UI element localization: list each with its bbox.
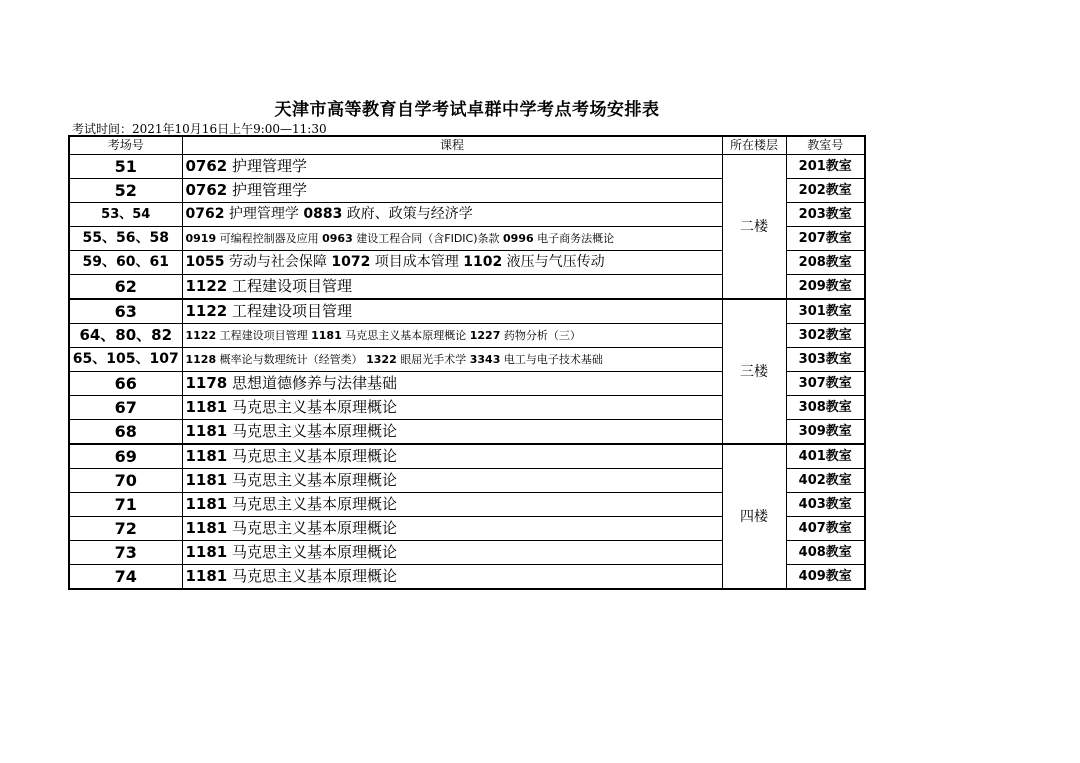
header-floor: 所在楼层 (722, 136, 786, 155)
room-number: 71 (69, 493, 182, 517)
course-code: 1227 (469, 329, 501, 342)
classroom-number: 201教室 (786, 155, 865, 179)
course-cell (182, 203, 722, 227)
course-cell (182, 348, 722, 372)
course-cell (182, 420, 722, 445)
room-number: 51 (69, 155, 182, 179)
course-name: 马克思主义基本原理概论 (232, 422, 398, 440)
room-number: 53、54 (69, 203, 182, 227)
course-cell (182, 179, 722, 203)
course-name: 项目成本管理 (374, 254, 459, 270)
page-title: 天津市高等教育自学考试卓群中学考点考场安排表 (274, 100, 660, 120)
course-code: 1128 (185, 353, 217, 366)
classroom-number: 307教室 (786, 372, 865, 396)
course-code: 1122 (185, 329, 217, 342)
classroom-number: 308教室 (786, 396, 865, 420)
table-row (69, 444, 865, 469)
course-code: 1181 (185, 543, 228, 561)
classroom-number: 402教室 (786, 469, 865, 493)
course-cell (182, 396, 722, 420)
course-cell (182, 565, 722, 590)
classroom-number: 301教室 (786, 299, 865, 324)
classroom-number: 208教室 (786, 251, 865, 275)
header-room-no: 考场号 (69, 136, 182, 155)
classroom-number: 407教室 (786, 517, 865, 541)
course-code: 1102 (463, 254, 503, 270)
course-cell (182, 275, 722, 300)
exam-time: 考试时间：2021年10月16日上午9:00—11:30 (72, 122, 327, 136)
course-name: 眼屈光手术学 (400, 353, 467, 366)
course-code: 0996 (503, 232, 534, 245)
course-code: 1122 (185, 302, 228, 320)
classroom-number: 309教室 (786, 420, 865, 445)
room-number: 59、60、61 (69, 251, 182, 275)
classroom-number: 302教室 (786, 324, 865, 348)
room-number: 69 (69, 444, 182, 469)
course-code: 0963 (322, 232, 353, 245)
course-name: 工程建设项目管理 (219, 329, 308, 342)
course-name: 建设工程合同（含FIDIC)条款 (356, 232, 500, 245)
room-number: 67 (69, 396, 182, 420)
course-cell (182, 372, 722, 396)
course-cell (182, 444, 722, 469)
course-name: 马克思主义基本原理概论 (232, 543, 398, 561)
course-code: 3343 (469, 353, 501, 366)
header-classroom: 教室号 (786, 136, 865, 155)
schedule-body (69, 155, 865, 590)
course-cell (182, 155, 722, 179)
course-code: 1181 (185, 519, 228, 537)
course-cell (182, 469, 722, 493)
course-cell (182, 541, 722, 565)
header-course: 课程 (182, 136, 722, 155)
room-number: 68 (69, 420, 182, 445)
course-name: 工程建设项目管理 (232, 302, 353, 320)
room-number: 70 (69, 469, 182, 493)
course-cell (182, 227, 722, 251)
course-name: 思想道德修养与法律基础 (232, 374, 398, 392)
course-name: 电工与电子技术基础 (503, 353, 603, 366)
schedule-table (68, 135, 866, 590)
course-cell (182, 493, 722, 517)
course-code: 0762 (185, 206, 225, 222)
floor-label: 二楼 (722, 155, 786, 300)
room-number: 52 (69, 179, 182, 203)
classroom-number: 303教室 (786, 348, 865, 372)
room-number: 62 (69, 275, 182, 300)
course-code: 0762 (185, 181, 228, 199)
course-name: 马克思主义基本原理概论 (232, 519, 398, 537)
classroom-number: 203教室 (786, 203, 865, 227)
course-name: 马克思主义基本原理概论 (232, 567, 398, 585)
course-name: 政府、政策与经济学 (346, 206, 473, 222)
room-number: 74 (69, 565, 182, 590)
classroom-number: 207教室 (786, 227, 865, 251)
course-name: 护理管理学 (232, 157, 308, 175)
course-code: 1181 (185, 495, 228, 513)
room-number: 65、105、107 (69, 348, 182, 372)
room-number: 63 (69, 299, 182, 324)
course-name: 马克思主义基本原理概论 (232, 471, 398, 489)
course-cell (182, 251, 722, 275)
classroom-number: 401教室 (786, 444, 865, 469)
course-name: 概率论与数理统计（经管类） (219, 353, 363, 366)
course-name: 护理管理学 (228, 206, 299, 222)
room-number: 73 (69, 541, 182, 565)
course-name: 劳动与社会保障 (228, 254, 327, 270)
course-name: 可编程控制器及应用 (219, 232, 319, 245)
course-code: 1181 (311, 329, 342, 342)
course-code: 1122 (185, 277, 228, 295)
header-row (69, 136, 865, 155)
course-name: 电子商务法概论 (537, 232, 615, 245)
classroom-number: 408教室 (786, 541, 865, 565)
course-code: 1181 (185, 398, 228, 416)
course-name: 马克思主义基本原理概论 (232, 447, 398, 465)
classroom-number: 202教室 (786, 179, 865, 203)
course-cell (182, 324, 722, 348)
course-code: 0762 (185, 157, 228, 175)
course-code: 1181 (185, 447, 228, 465)
course-cell (182, 299, 722, 324)
classroom-number: 409教室 (786, 565, 865, 590)
course-code: 1181 (185, 471, 228, 489)
room-number: 64、80、82 (69, 324, 182, 348)
classroom-number: 209教室 (786, 275, 865, 300)
course-code: 1055 (185, 254, 225, 270)
course-name: 液压与气压传动 (506, 254, 605, 270)
classroom-number: 403教室 (786, 493, 865, 517)
course-name: 马克思主义基本原理概论 (232, 495, 398, 513)
room-number: 72 (69, 517, 182, 541)
room-number: 66 (69, 372, 182, 396)
floor-label: 四楼 (722, 444, 786, 589)
room-number: 55、56、58 (69, 227, 182, 251)
course-code: 1322 (366, 353, 397, 366)
course-code: 1181 (185, 422, 228, 440)
table-row (69, 299, 865, 324)
table-row (69, 155, 865, 179)
course-code: 1072 (331, 254, 371, 270)
course-cell (182, 517, 722, 541)
course-name: 马克思主义基本原理概论 (345, 329, 467, 342)
course-code: 0883 (303, 206, 343, 222)
course-name: 工程建设项目管理 (232, 277, 353, 295)
course-code: 1181 (185, 567, 228, 585)
course-name: 药物分析（三） (503, 329, 581, 342)
floor-label: 三楼 (722, 299, 786, 444)
course-code: 0919 (185, 232, 217, 245)
course-name: 马克思主义基本原理概论 (232, 398, 398, 416)
course-name: 护理管理学 (232, 181, 308, 199)
course-code: 1178 (185, 374, 228, 392)
